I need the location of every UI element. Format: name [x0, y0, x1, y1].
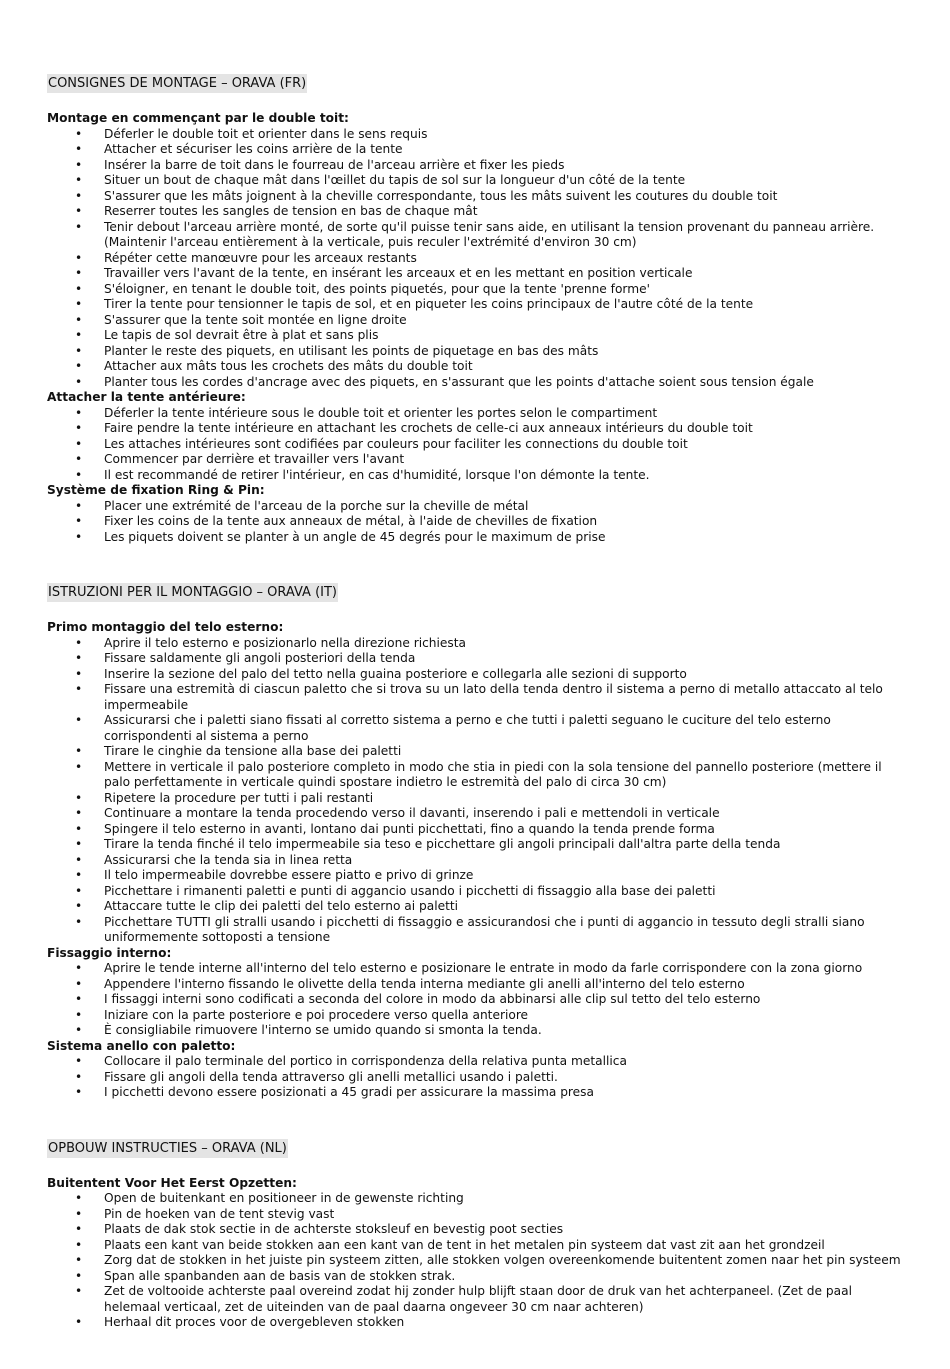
list-item: • Attaccare tutte le clip dei paletti del telo esterno ai paletti — [47, 899, 907, 915]
list-item: • Spingere il telo esterno in avanti, lontano dai punti picchettati, fino a quando la tenda prende forma — [47, 822, 907, 838]
section-title: OPBOUW INSTRUCTIES – ORAVA (NL) — [48, 1140, 287, 1156]
subsection-heading: Buitentent Voor Het Eerst Opzetten: — [47, 1175, 297, 1190]
subsection-heading: Montage en commençant par le double toit: — [47, 111, 349, 125]
list-item: • Commencer par derrière et travailler vers l'avant — [47, 452, 907, 468]
list-item: • Open de buitenkant en positioneer in de gewenste richting — [47, 1191, 907, 1207]
bullet-list — [47, 961, 907, 1039]
subsection-heading: Fissaggio interno: — [47, 945, 172, 960]
list-item: • Aprire le tende interne all'interno del telo esterno e posizionare le entrate in modo da farle corrispondere con la zona giorno — [47, 961, 907, 977]
list-item: • Fissare saldamente gli angoli posteriori della tenda — [47, 651, 907, 667]
spacer — [47, 93, 907, 111]
subsection-heading: Primo montaggio del telo esterno: — [47, 620, 284, 634]
list-item: • Le tapis de sol devrait être à plat et sans plis — [47, 328, 907, 344]
list-item: • Continuare a montare la tenda procedendo verso il davanti, inserendo i pali e mettendoli in verticale — [47, 806, 907, 822]
list-item: • Placer une extrémité de l'arceau de la porche sur la cheville de métal — [47, 499, 907, 515]
list-item: • Zet de voltooide achterste paal overeind zodat hij zonder hulp blijft staan door de druk van het achterpaneel. (Zet de paal helemaal verticaal, zet de uiteinden van de paal daarna ongeveer 30 cm naar achteren) — [47, 1284, 907, 1315]
bullet-list — [47, 406, 907, 484]
spacer — [47, 602, 907, 620]
list-item: • Plaats de dak stok sectie in de achterste stoksleuf en bevestig poot secties — [47, 1222, 907, 1238]
list-item: • Les attaches intérieures sont codifiées par couleurs pour faciliter les connections du double toit — [47, 437, 907, 453]
list-item: • Tirare la tenda finché il telo impermeabile sia teso e picchettare gli angoli principali dall'altra parte della tenda — [47, 837, 907, 853]
bullet-list — [47, 127, 907, 391]
list-item: • Il est recommandé de retirer l'intérieur, en cas d'humidité, lorsque l'on démonte la tente. — [47, 468, 907, 484]
list-item: • Faire pendre la tente intérieure en attachant les crochets de celle-ci aux anneaux intérieurs du double toit — [47, 421, 907, 437]
subsection-heading: Système de fixation Ring & Pin: — [47, 483, 265, 497]
instruction-section — [47, 1139, 907, 1331]
list-item: • Tirer la tente pour tensionner le tapis de sol, et en piqueter les coins principaux de l'autre côté de la tente — [47, 297, 907, 313]
list-item: • Répéter cette manœuvre pour les arceaux restants — [47, 251, 907, 267]
list-item: • I fissaggi interni sono codificati a seconda del colore in modo da abbinarsi alle clip sul tetto del telo esterno — [47, 992, 907, 1008]
list-item: • Déferler la tente intérieure sous le double toit et orienter les portes selon le compartiment — [47, 406, 907, 422]
list-item: • Herhaal dit proces voor de overgebleven stokken — [47, 1315, 907, 1331]
bullet-list — [47, 499, 907, 546]
list-item: • Planter tous les cordes d'ancrage avec des piquets, en s'assurant que les points d'attache soient sous tension égale — [47, 375, 907, 391]
section-title: CONSIGNES DE MONTAGE – ORAVA (FR) — [48, 76, 307, 91]
spacer — [47, 1158, 907, 1176]
bullet-list — [47, 1054, 907, 1101]
document — [47, 74, 907, 1369]
list-item: • Il telo impermeabile dovrebbe essere piatto e privo di grinze — [47, 868, 907, 884]
list-item: • Situer un bout de chaque mât dans l'œillet du tapis de sol sur la longueur d'un côté de la tente — [47, 173, 907, 189]
list-item: • Plaats een kant van beide stokken aan een kant van de tent in het metalen pin systeem dat vast zit aan het grondzeil — [47, 1238, 907, 1254]
list-item: • Zorg dat de stokken in het juiste pin systeem zitten, alle stokken volgen overeenkomende buitentent zomen naar het pin systeem — [47, 1253, 907, 1269]
list-item: • Iniziare con la parte posteriore e poi procedere verso quella anteriore — [47, 1008, 907, 1024]
list-item: • Attacher et sécuriser les coins arrière de la tente — [47, 142, 907, 158]
list-item: • Insérer la barre de toit dans le fourreau de l'arceau arrière et fixer les pieds — [47, 158, 907, 174]
bullet-list — [47, 636, 907, 946]
list-item: • Reserrer toutes les sangles de tension en bas de chaque mât — [47, 204, 907, 220]
list-item: • Déferler le double toit et orienter dans le sens requis — [47, 127, 907, 143]
list-item: • Aprire il telo esterno e posizionarlo nella direzione richiesta — [47, 636, 907, 652]
list-item: • Assicurarsi che la tenda sia in linea retta — [47, 853, 907, 869]
list-item: • S'assurer que les mâts joignent à la cheville correspondante, tous les mâts suivent les coutures du double toit — [47, 189, 907, 205]
list-item: • Tirare le cinghie da tensione alla base dei paletti — [47, 744, 907, 760]
list-item: • È consigliabile rimuovere l'interno se umido quando si smonta la tenda. — [47, 1023, 907, 1039]
list-item: • S'éloigner, en tenant le double toit, des points piquetés, pour que la tente 'prenne forme' — [47, 282, 907, 298]
list-item: • Planter le reste des piquets, en utilisant les points de piquetage en bas des mâts — [47, 344, 907, 360]
list-item: • Inserire la sezione del palo del tetto nella guaina posteriore e collegarla alle sezioni di supporto — [47, 667, 907, 683]
list-item: • Fissare una estremità di ciascun paletto che si trova su un lato della tenda dentro il sistema a perno di metallo attaccato al telo impermeabile — [47, 682, 907, 713]
list-item: • Fixer les coins de la tente aux anneaux de métal, à l'aide de chevilles de fixation — [47, 514, 907, 530]
list-item: • Pin de hoeken van de tent stevig vast — [47, 1207, 907, 1223]
instruction-section — [47, 583, 907, 1101]
list-item: • I picchetti devono essere posizionati a 45 gradi per assicurare la massima presa — [47, 1085, 907, 1101]
list-item: • Travailler vers l'avant de la tente, en insérant les arceaux et en les mettant en position verticale — [47, 266, 907, 282]
list-item: • Attacher aux mâts tous les crochets des mâts du double toit — [47, 359, 907, 375]
list-item: • Fissare gli angoli della tenda attraverso gli anelli metallici usando i paletti. — [47, 1070, 907, 1086]
list-item: • Picchettare TUTTI gli stralli usando i picchetti di fissaggio e assicurandosi che i punti di aggancio in tessuto degli stralli siano uniformemente sottoposti a tensione — [47, 915, 907, 946]
list-item: • Mettere in verticale il palo posteriore completo in modo che stia in piedi con la sola tensione del pannello posteriore (mettere il palo perfettamente in verticale quindi spostare indietro le estremità del palo di circa 30 cm) — [47, 760, 907, 791]
list-item: • Tenir debout l'arceau arrière monté, de sorte qu'il puisse tenir sans aide, en utilisant la tension provenant du panneau arrière. (Maintenir l'arceau entièrement à la verticale, puis reculer l'extrémité d'environ 30 cm) — [47, 220, 907, 251]
list-item: • Collocare il palo terminale del portico in corrispondenza della relativa punta metallica — [47, 1054, 907, 1070]
subsection-heading: Sistema anello con paletto: — [47, 1038, 236, 1053]
subsection-heading: Attacher la tente antérieure: — [47, 390, 246, 404]
instruction-section — [47, 74, 907, 545]
section-title: ISTRUZIONI PER IL MONTAGGIO – ORAVA (IT) — [48, 585, 337, 600]
list-item: • Picchettare i rimanenti paletti e punti di aggancio usando i picchetti di fissaggio alla base dei paletti — [47, 884, 907, 900]
list-item: • Assicurarsi che i paletti siano fissati al corretto sistema a perno e che tutti i paletti seguano le cuciture del telo esterno corrispondenti al sistema a perno — [47, 713, 907, 744]
list-item: • Ripetere la procedure per tutti i pali restanti — [47, 791, 907, 807]
list-item: • Span alle spanbanden aan de basis van de stokken strak. — [47, 1269, 907, 1285]
list-item: • Les piquets doivent se planter à un angle de 45 degrés pour le maximum de prise — [47, 530, 907, 546]
bullet-list — [47, 1191, 907, 1331]
list-item: • S'assurer que la tente soit montée en ligne droite — [47, 313, 907, 329]
list-item: • Appendere l'interno fissando le olivette della tenda interna mediante gli anelli all'interno del telo esterno — [47, 977, 907, 993]
